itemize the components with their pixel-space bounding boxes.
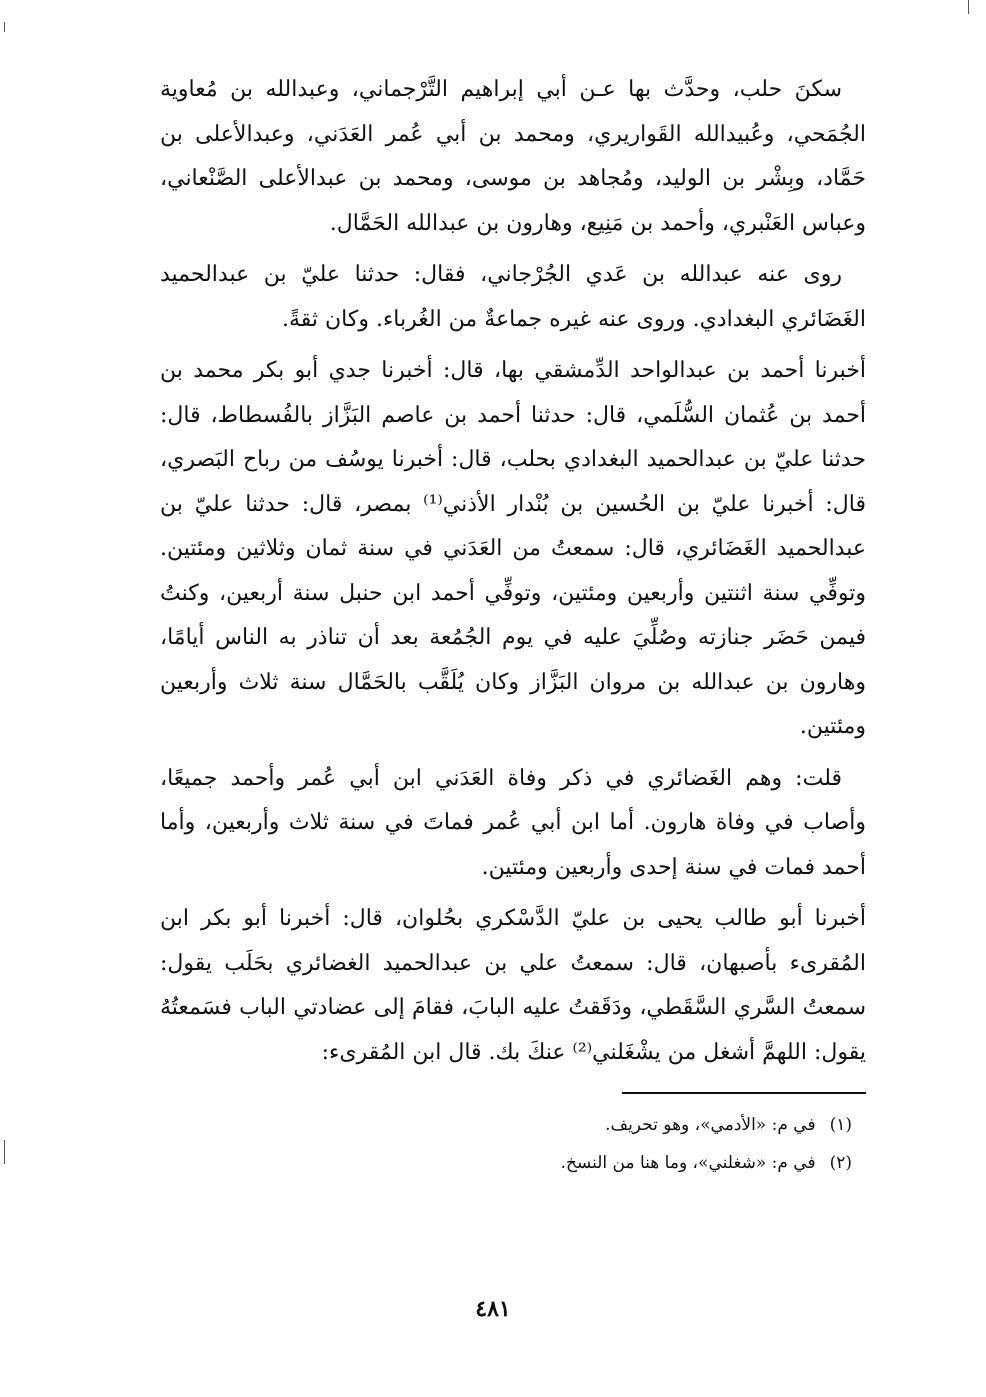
- scan-edge-mark: [4, 22, 5, 32]
- footnote-number: (١): [829, 1115, 852, 1135]
- page-number: ٤٨١: [475, 1296, 511, 1322]
- paragraph-5: أخبرنا أبو طالب يحيى بن عليّ الدَّسْكري بحُلوان، قال: أخبرنا أبو بكر ابن المُقرىء بأصبهان، قال: سمعتُ علي بن عبدالحميد الغضائري بحَلَب يقول: سمعتُ السَّري السَّقَطي، ودَقَقتُ عليه البابَ، فقامَ إلى عضادتي الباب فسَمعتُهُ يقول: اللهمَّ أشغل من يشْغَلني⁽²⁾ عنكَ بك. قال ابن المُقرىء:: [160, 906, 866, 1065]
- footnote-text: في م: «شغلني»، وما هنا من النسخ.: [560, 1153, 816, 1173]
- scan-edge-mark: [4, 1140, 5, 1164]
- paragraph-3: أخبرنا أحمد بن عبدالواحد الدِّمشقي بها، قال: أخبرنا جدي أبو بكر محمد بن أحمد بن عُثمان السُّلَمي، قال: حدثنا أحمد بن عاصم البَزَّاز بالفُسطاط، قال: حدثنا عليّ بن عبدالحميد البغدادي بحلب، قال: أخبرنا يوسُف من رباح البَصري، قال: أخبرنا عليّ بن الحُسين بن بُنْدار الأذني⁽¹⁾ بمصر، قال: حدثنا عليّ بن عبدالحميد الغَضَائري، قال: سمعتُ من العَدَني في سنة ثمان وثلاثين ومئتين. وتوفِّي سنة اثنتين وأربعين ومئتين، وتوفِّي أحمد ابن حنبل سنة أربعين، وكنتُ فيمن حَضَر جنازته وصُلِّيَ عليه في يوم الجُمُعة بعد أن تناذر به الناس أيامًا، وهارون بن عبدالله بن مروان البَزَّاز وكان يُلَقَّب بالحَمَّال سنة ثلاث وأربعين ومئتين.: [160, 358, 867, 739]
- footnote-1: [160, 1106, 852, 1144]
- paragraph-1: سكنَ حلب، وحدَّث بها عـن أبي إبراهيم التَّرْجماني، وعبدالله بن مُعاوية الجُمَحي، وعُبيدالله القَواريري، ومحمد بن أبي عُمر العَدَني، وعبدالأعلى بن حَمَّاد، وبِشْر بن الوليد، ومُجاهد بن موسى، ومحمد بن عبدالأعلى الصَّنْعاني، وعباس العَنْبري، وأحمد بن مَنِيع، وهارون بن عبدالله الحَمَّال.: [160, 77, 866, 236]
- footnote-number: (٢): [829, 1153, 852, 1173]
- paragraph-4: قلت: وهم الغَضائري في ذكر وفاة العَدَني ابن أبي عُمر وأحمد جميعًا، وأصاب في وفاة هارون. أما ابن أبي عُمر فماتَ في سنة ثلاث وأربعين، وأما أحمد فمات في سنة إحدى وأربعين ومئتين.: [160, 765, 866, 880]
- footnote-divider: [622, 1092, 866, 1094]
- scan-edge-mark: [968, 0, 969, 14]
- footnote-text: في م: «الأدمي»، وهو تحريف.: [605, 1115, 816, 1135]
- footnote-2: [160, 1144, 852, 1182]
- paragraph-2: روى عنه عبدالله بن عَدي الجُرْجاني، فقال: حدثنا عليّ بن عبدالحميد الغَضَائري البغدادي. وروى عنه غيره جماعةٌ من الغُرباء. وكان ثقةً.: [160, 262, 866, 332]
- main-text: [160, 68, 866, 1082]
- footnotes: [160, 1106, 852, 1182]
